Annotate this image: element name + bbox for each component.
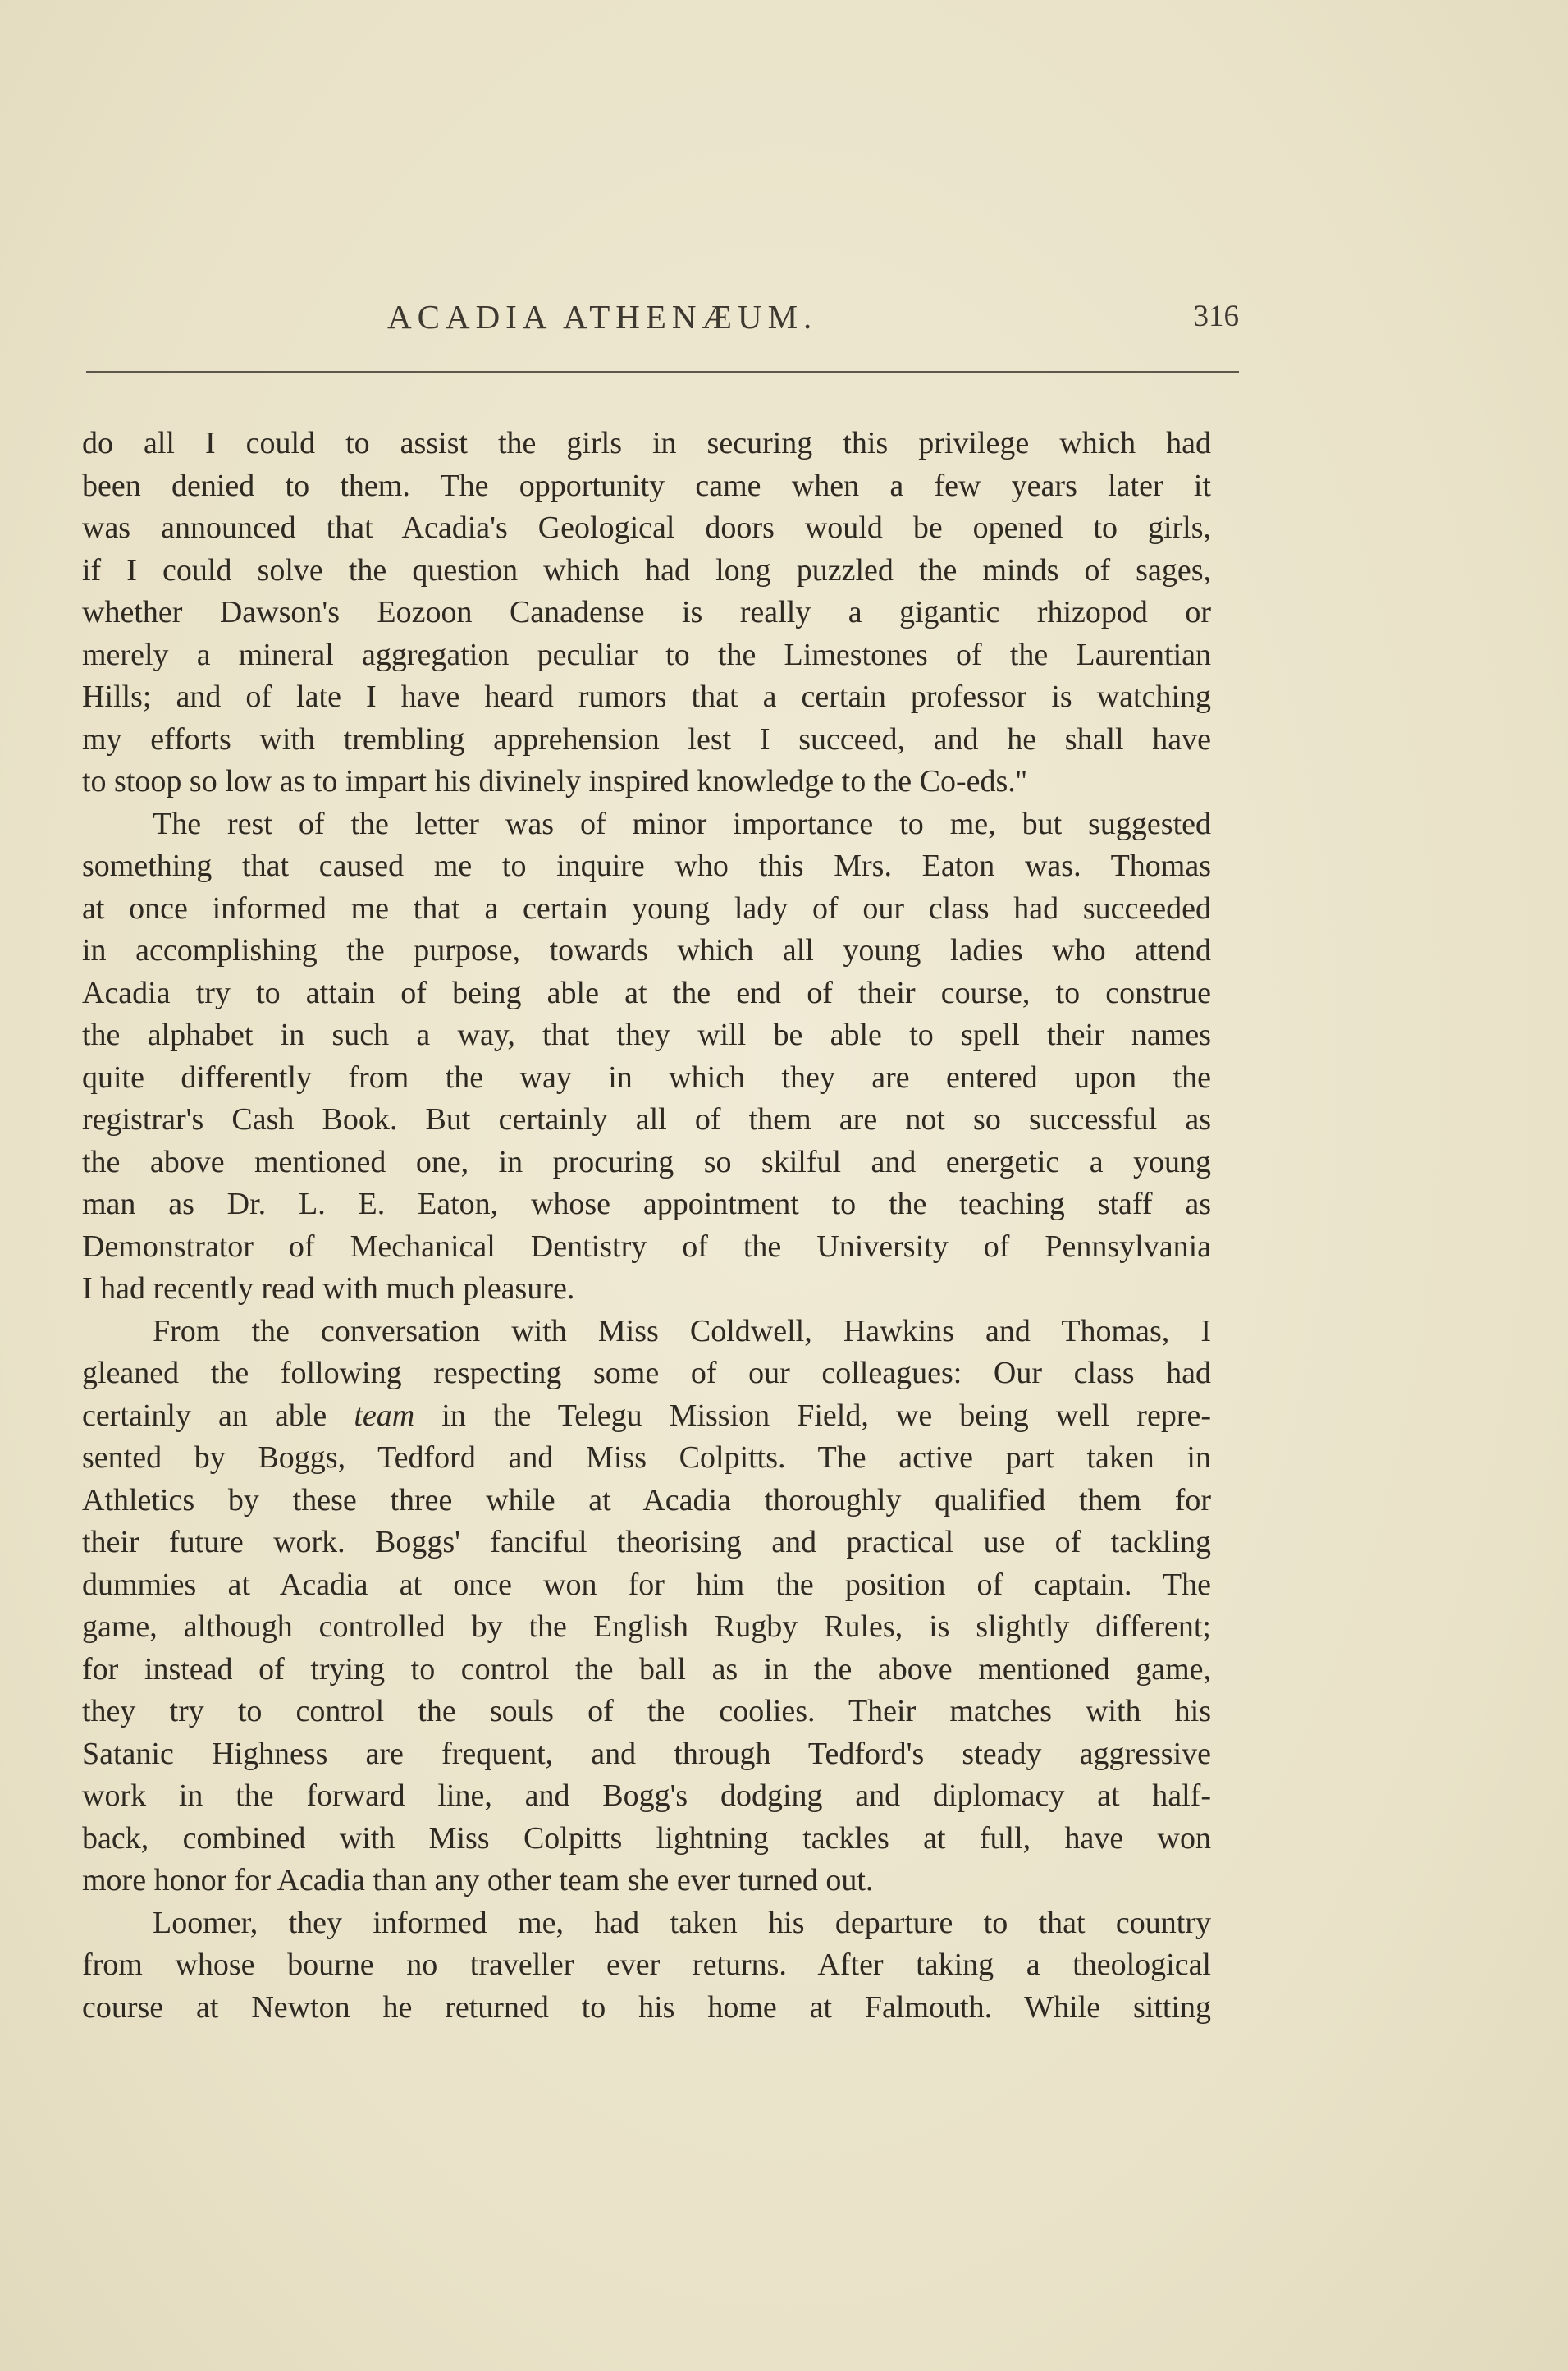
article-body bbox=[82, 423, 1211, 2029]
text-line: gleaned the following respecting some of our colleagues: Our class had bbox=[82, 1356, 1211, 1390]
paragraph-start-line: The rest of the letter was of minor importance to me, but suggested bbox=[153, 806, 1211, 841]
text-segment: certainly an able bbox=[82, 1398, 327, 1433]
text-line: whether Dawson's Eozoon Canadense is really a gigantic rhizopod or bbox=[82, 595, 1211, 629]
text-line: Hills; and of late I have heard rumors that a certain professor is watching bbox=[82, 680, 1211, 714]
text-line: been denied to them. The opportunity came when a few years later it bbox=[82, 468, 1211, 503]
text-line: work in the forward line, and Bogg's dodging and diplomacy at half- bbox=[82, 1778, 1211, 1813]
text-line: quite differently from the way in which they are entered upon the bbox=[82, 1060, 1211, 1095]
text-line: course at Newton he returned to his home at Falmouth. While sitting bbox=[82, 1989, 1211, 2025]
text-line: game, although controlled by the English Rugby Rules, is slightly different; bbox=[82, 1609, 1211, 1644]
text-line-mixed bbox=[82, 1395, 1211, 1438]
text-line: to stoop so low as to impart his divinely inspired knowledge to the Co-eds.'' bbox=[82, 764, 1027, 799]
text-line: registrar's Cash Book. But certainly all of them are not so successful as bbox=[82, 1102, 1211, 1137]
text-segment: in the Telegu Mission Field, we being well repre- bbox=[441, 1398, 1211, 1433]
text-line: dummies at Acadia at once won for him the position of captain. The bbox=[82, 1567, 1211, 1602]
text-line: at once informed me that a certain young lady of our class had succeeded bbox=[82, 890, 1211, 926]
paragraph-start-line: Loomer, they informed me, had taken his departure to that country bbox=[153, 1905, 1211, 1940]
text-line: do all I could to assist the girls in securing this privilege which had bbox=[82, 426, 1211, 460]
text-line: was announced that Acadia's Geological doors would be opened to girls, bbox=[82, 510, 1211, 545]
text-line: I had recently read with much pleasure. bbox=[82, 1271, 575, 1306]
text-line: Athletics by these three while at Acadia thoroughly qualified them for bbox=[82, 1482, 1211, 1517]
text-line: the alphabet in such a way, that they will be able to spell their names bbox=[82, 1018, 1211, 1052]
text-line: the above mentioned one, in procuring so skilful and energetic a young bbox=[82, 1144, 1211, 1179]
text-line: Demonstrator of Mechanical Dentistry of the University of Pennsylvania bbox=[82, 1229, 1211, 1264]
text-line: my efforts with trembling apprehension lest I succeed, and he shall have bbox=[82, 721, 1211, 757]
text-line: Satanic Highness are frequent, and through Tedford's steady aggressive bbox=[82, 1736, 1211, 1771]
text-line: man as Dr. L. E. Eaton, whose appointment to the teaching staff as bbox=[82, 1187, 1211, 1221]
text-line: for instead of trying to control the ball as in the above mentioned game, bbox=[82, 1651, 1211, 1687]
text-line: in accomplishing the purpose, towards which all young ladies who attend bbox=[82, 933, 1211, 968]
running-header bbox=[82, 297, 1239, 346]
journal-title: ACADIA ATHENÆUM. bbox=[387, 298, 818, 336]
text-line: back, combined with Miss Colpitts lightning tackles at full, have won bbox=[82, 1820, 1211, 1856]
text-line: more honor for Acadia than any other team she ever turned out. bbox=[82, 1863, 874, 1897]
text-line: sented by Boggs, Tedford and Miss Colpitts. The active part taken in bbox=[82, 1440, 1211, 1475]
italic-word: team bbox=[354, 1398, 415, 1433]
page-number: 316 bbox=[1193, 300, 1239, 333]
text-line: if I could solve the question which had long puzzled the minds of sages, bbox=[82, 552, 1211, 588]
text-line: they try to control the souls of the coolies. Their matches with his bbox=[82, 1694, 1211, 1728]
header-rule bbox=[86, 371, 1239, 373]
text-line: merely a mineral aggregation peculiar to the Limestones of the Laurentian bbox=[82, 637, 1211, 672]
paragraph-start-line: From the conversation with Miss Coldwell, Hawkins and Thomas, I bbox=[153, 1313, 1211, 1348]
text-line: their future work. Boggs' fanciful theorising and practical use of tackling bbox=[82, 1525, 1211, 1559]
text-line: Acadia try to attain of being able at the end of their course, to construe bbox=[82, 975, 1211, 1010]
text-line: from whose bourne no traveller ever returns. After taking a theological bbox=[82, 1948, 1211, 1982]
text-line: something that caused me to inquire who this Mrs. Eaton was. Thomas bbox=[82, 849, 1211, 883]
